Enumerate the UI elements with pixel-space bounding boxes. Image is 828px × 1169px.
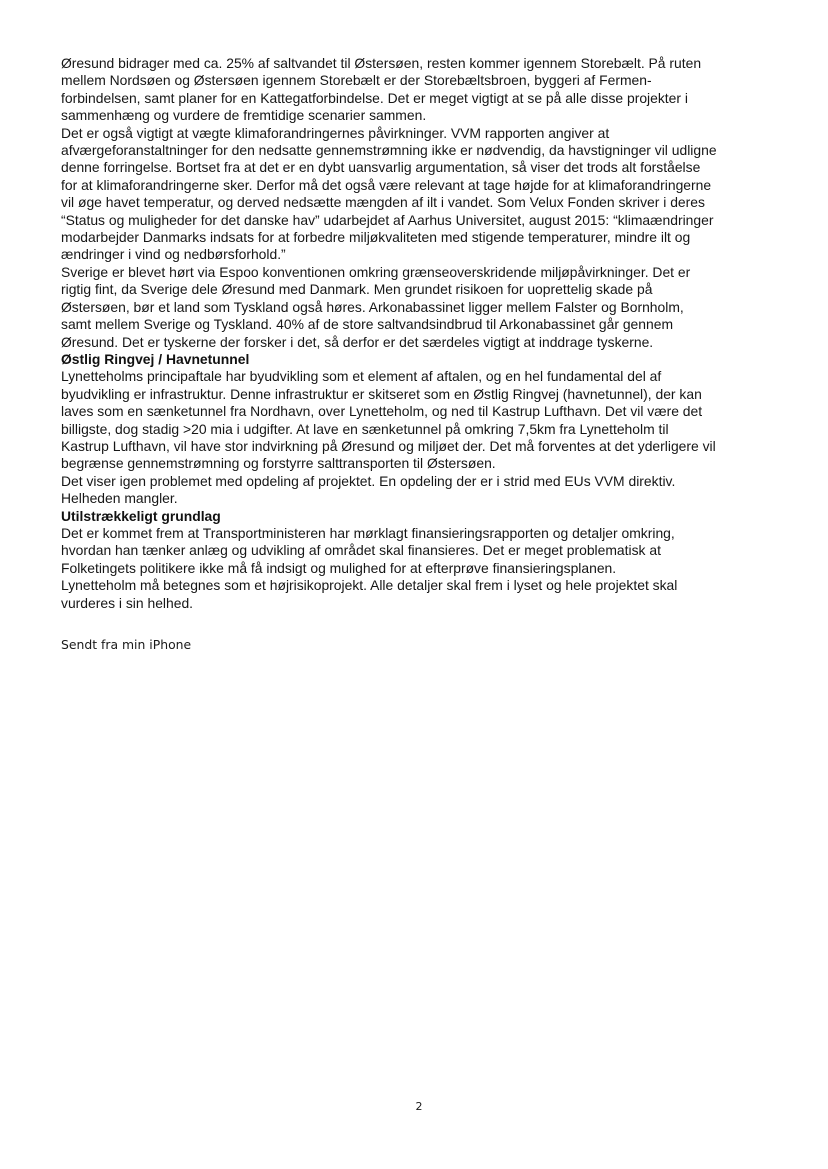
heading-grundlag: Utilstrækkeligt grundlag	[61, 507, 221, 524]
paragraph-klima: Det er også vigtigt at vægte klimaforandringernes påvirkninger. VVM rapporten angiver at afværgeforanstaltninger for den nedsatte gennemstrømning ikke er nødvendig, da havstigninger vil udligne denne forringelse. Bortset fra at det er en dybt uansvarlig argumentation, så viser det trods alt forståelse for at klimaforandringerne sker. Derfor må det også være relevant at tage højde for at klimaforandringerne vil øge havet temperatur, og derved nedsætte mængden af ilt i vandet. Som Velux Fonden skriver i deres “Status og muligheder for det danske hav” udarbejdet af Aarhus Universitet, august 2015: “klimaændringer modarbejder Danmarks indsats for at forbedre miljøkvaliteten med stigende temperaturer, mindre ilt og ændringer i vind og nedbørsforhold.”	[61, 124, 717, 263]
paragraph-hojrisiko: Lynetteholm må betegnes som et højrisikoprojekt. Alle detaljer skal frem i lyset og hele projektet skal vurderes i sin helhed.	[61, 577, 678, 611]
paragraph-oresund: Øresund bidrager med ca. 25% af saltvandet til Østersøen, resten kommer igennem Storebælt. På ruten mellem Nordsøen og Østersøen igennem Storebælt er der Storebæltsbroen, byggeri af Fermen- forbindelsen, samt planer for en Kattegatforbindelse. Det er meget vigtigt at se på alle disse projekter i sammenhæng og vurdere de fremtidige scenarier sammen.	[61, 55, 702, 124]
paragraph-opdeling: Det viser igen problemet med opdeling af projektet. En opdeling der er i strid med EUs VVM direktiv. Helheden mangler.	[61, 472, 676, 507]
email-signature: Sendt fra min iPhone	[61, 637, 192, 652]
paragraph-lynetteholm: Lynetteholms principaftale har byudvikling som et element af aftalen, og en hel fundamental del af byudvikling er infrastruktur. Denne infrastruktur er skitseret som en Østlig Ringvej (havnetunnel), der kan laves som en sænketunnel fra Nordhavn, over Lynetteholm, og ned til Kastrup Lufthavn. Det vil være det billigste, dog stadig >20 mia i udgifter. At lave en sænketunnel på omkring 7,5km fra Lynetteholm til Kastrup Lufthavn, vil have stor indvirkning på Øresund og miljøet der. Det må forventes at det yderligere vil begrænse gennemstrømning og forstyrre salttransporten til Østersøen.	[61, 368, 716, 472]
paragraph-finansiering: Det er kommet frem at Transportministeren har mørklagt finansieringsrapporten og detaljer omkring, hvordan han tænker anlæg og udvikling af området skal finansieres. Det er meget problematisk at Folketingets politikere ikke må få indsigt og mulighed for at efterprøve finansieringsplanen.	[61, 524, 675, 576]
document-body	[61, 55, 791, 612]
heading-ringvej: Østlig Ringvej / Havnetunnel	[61, 350, 250, 367]
page-number: 2	[415, 1100, 423, 1113]
paragraph-sverige: Sverige er blevet hørt via Espoo konventionen omkring grænseoverskridende miljøpåvirkninger. Det er rigtig fint, da Sverige dele Øresund med Danmark. Men grundet risikoen for uoprettelig skade på Østersøen, bør et land som Tyskland også høres. Arkonabassinet ligger mellem Falster og Bornholm, samt mellem Sverige og Tyskland. 40% af de store saltvandsindbrud til Arkonabassinet går gennem Øresund. Det er tyskerne der forsker i det, så derfor er det særdeles vigtigt at inddrage tyskerne.	[61, 263, 691, 350]
